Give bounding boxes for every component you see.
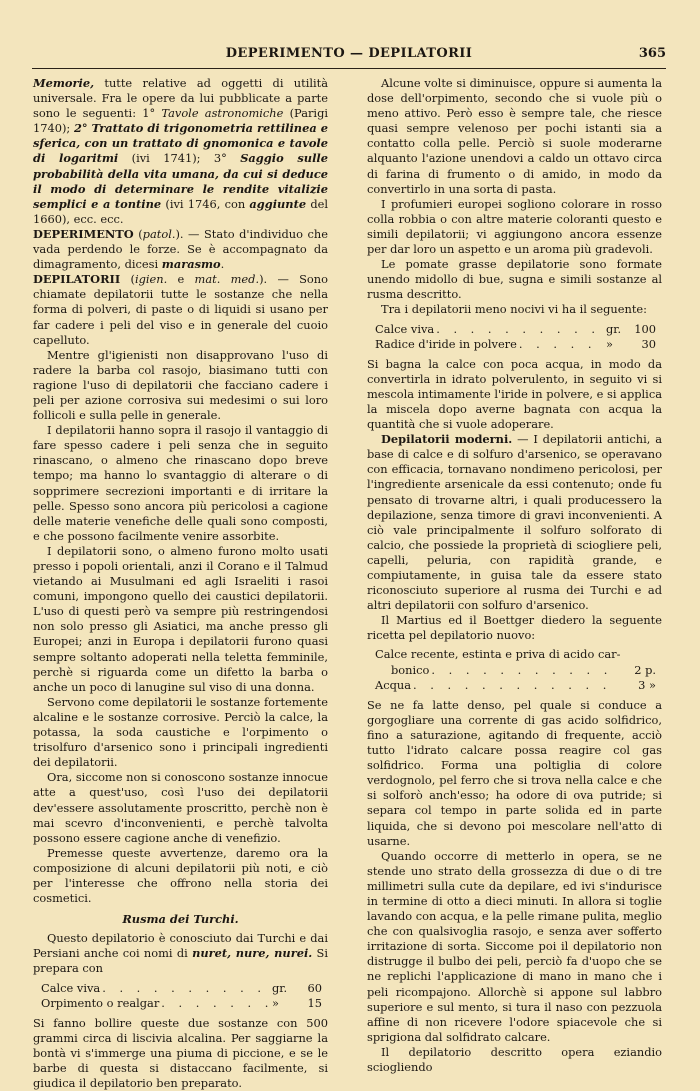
ingredient: Calce recente, estinta e priva di acido car- — [375, 647, 621, 662]
paragraph: I depilatorii hanno sopra il rasojo il vantaggio di fare spesso cadere i peli senza che in seguito rinascano, o almeno che rinascano dopo breve tempo; ma hanno lo svantaggio di alterare o di sopprimere secrezioni importanti e di irritare la pelle. Spesso sono ancora più pericolosi a cagione delle materie venefiche delle quali sono composti, e che possono facilmente venire assorbite. — [33, 423, 328, 543]
paragraph: Mentre gl'igienisti non disapprovano l'uso di radere la barba col rasojo, biasimano tutti con ragione l'uso di depilatorii che facciano cadere i peli per azione corrosiva sui medesimi o sui loro follicoli e sulla pelle in generale. — [33, 347, 328, 423]
right-column — [367, 76, 662, 1075]
recipe-rusma — [33, 981, 328, 1011]
headword: DEPILATORII — [33, 272, 121, 287]
text-run: (Parigi 1740); — [33, 106, 329, 136]
leader-dots — [100, 981, 272, 996]
paragraph: I depilatorii sono, o almeno furono molto usati presso i popoli orientali, anzi il Corano e il Talmud vietando ai Musulmani ed agli Israeliti i rasoi comuni, impongono quello dei caustici depilatorii. L'uso di questi però va sempre più restringendosi non solo presso gli Asiatici, ma anche presso gli Europei; anzi in Europa i depilatorii furono quasi sempre soltanto adoperati nella teletta femminile, perchè si riguarda come un difetto la barba o anche un poco di lanugine sul viso di una donna. — [33, 543, 328, 694]
ingredient: Radice d'iride in polvere — [375, 336, 517, 351]
text-run: (ivi 1741); 3° — [118, 151, 241, 166]
headword: Depilatorii moderni. — [381, 432, 513, 447]
paragraph — [33, 76, 328, 227]
text-run: — I depilatorii antichi, a base di calce e di solfuro d'arsenico, se operavano con efficacia, tornavano nondimeno pericolosi, per l'ingrediente arsenicale da essi contenuto; onde fu pensato di trovarne altri, i quali producessero la depilazione, senza timore di gravi inconvenienti. A ciò vale principalmente il solfuro solforato di calcio, che possiede la proprietà di sciogliere peli, capelli, peluria, con rapidità grande, e compiutamente, in guisa tale da essere stato riconosciuto superiore al rusma dei Turchi e ad altri depilatorii con solfuro d'arsenico. — [367, 432, 662, 613]
quantity: 15 — [307, 995, 322, 1010]
text-run: (ivi 1746, con — [161, 196, 250, 211]
text-run: ( — [120, 272, 135, 287]
recipe-iride — [367, 322, 662, 352]
ingredient: Calce viva — [41, 980, 101, 995]
text-run: nuret, nure, nurei. — [192, 946, 313, 961]
paragraph: Alcune volte si diminuisce, oppure si aumenta la dose dell'orpimento, secondo che si vuole più o meno attivo. Però esso è sempre tale, che riesce quasi sempre velenoso per pochi istanti sia a contatto colla pelle. Perciò si suole moderarne alquanto l'azione unendovi a caldo un ottavo circa di farina di frumento o di amido, in modo da convertirlo in una sorta di pasta. — [367, 76, 662, 196]
unit: » — [606, 336, 613, 351]
text-run: 2° Trattato di trigonometria rettilinea e sferica, con un trattato di gnomonica e tavole di logaritmi — [33, 121, 328, 166]
running-title: DEPERIMENTO — DEPILATORII — [225, 46, 473, 61]
text-run: Si prepara con — [33, 946, 328, 976]
paragraph: Quando occorre di metterlo in opera, se ne stende uno strato della grossezza di due o di tre millimetri sulla cute da depilare, ed ivi s'indurisce in termine di otto a dieci minuti. In allora si toglie lavando con acqua, e la pelle rimane pulita, meglio che con qualsivoglia rasojo, e senza aver sofferto irritazione di sorta. Siccome poi il depilatorio non distrugge il bulbo dei peli, perciò fa d'uopo che se ne replichi l'applicazione di mano in mano che i peli ricompajono. Allorchè si appone sul labbro superiore e sul mento, si tura il naso con pezzuola affine di non ricevere l'odore spiacevole che si sprigiona dal solfidrato calcare. — [367, 848, 662, 1044]
text-run: del 1660), ecc. ecc. — [33, 196, 328, 226]
recipe-row — [33, 996, 328, 1011]
quantity: 30 — [641, 336, 656, 351]
text-run: ). — Stato d'individuo che vada perdendo le forze. Se è accompagnato da dimagramento, dicesi — [33, 226, 328, 272]
paragraph — [33, 931, 328, 976]
term: Memorie, — [33, 76, 95, 90]
ingredient: Acqua — [375, 677, 412, 692]
paragraph: Si bagna la calce con poca acqua, in modo da convertirla in idrato polverulento, in seguito vi si mescola intimamente l'iride in polvere, e si applica la miscela dopo averne bagnata con acqua la quantità che si vuole adoperare. — [367, 356, 662, 432]
entry-depilatorii-moderni — [367, 432, 662, 613]
recipe-martius — [367, 647, 662, 692]
paragraph: Premesse queste avvertenze, daremo ora la composizione di alcuni depilatorii più noti, e ciò per l'interesse che offrono nella storia dei cosmetici. — [33, 845, 328, 906]
text-run: ( — [133, 226, 143, 241]
recipe-row — [367, 647, 662, 662]
paragraph: Servono come depilatorii le sostanze fortemente alcaline e le sostanze corrosive. Perciò la calce, la potassa, la soda caustiche e l'orpimento o trisolfuro d'arsenico sono i principali ingredienti dei depilatorii. — [33, 694, 328, 770]
text-run: patol. — [142, 226, 176, 241]
quantity: 100 — [634, 321, 656, 336]
paragraph: Si fanno bollire queste due sostanze con 500 grammi circa di liscivia alcalina. Per saggiarne la bontà vi s'immerge una piuma di piccione, e se le barbe di questa si distaccano facilmente, si giudica il depilatorio ben preparato. — [33, 1015, 328, 1091]
unit: gr. — [272, 980, 288, 995]
unit: gr. — [606, 321, 622, 336]
text-run: e — [167, 272, 195, 287]
text-run: igien. — [134, 272, 168, 287]
quantity: 60 — [307, 980, 322, 995]
ingredient: Calce viva — [375, 321, 435, 336]
text-run: Tavole astronomiche — [161, 106, 284, 121]
paragraph: Ora, siccome non si conoscono sostanze innocue atte a quest'uso, così l'uso dei depilatorii dev'essere assolutamente proscritto, perchè non è mai scevro d'inconvenienti, e perchè talvolta possono essere cagione anche di venefizio. — [33, 770, 328, 845]
subheading: Rusma dei Turchi. — [122, 912, 239, 927]
running-header — [32, 44, 666, 69]
leader-dots — [429, 663, 620, 678]
leader-dots — [411, 678, 620, 693]
text-run: marasmo — [161, 257, 221, 272]
text-run: aggiunte — [249, 196, 307, 211]
left-column — [33, 76, 328, 1091]
leader-dots — [434, 322, 606, 337]
recipe-row — [367, 678, 662, 693]
page-number: 365 — [638, 46, 666, 61]
paragraph: Le pomate grasse depilatorie sono formate unendo midollo di bue, sugna e simili sostanze al rusma descritto. — [367, 257, 662, 302]
paragraph: Tra i depilatorii meno nocivi vi ha il seguente: — [381, 302, 647, 317]
quantity: 3 » — [638, 677, 656, 692]
quantity: 2 p. — [634, 662, 656, 677]
text-run: Questo depilatorio è conosciuto dai Turchi e dai Persiani anche coi nomi di — [33, 931, 328, 961]
unit: » — [272, 995, 279, 1010]
recipe-row — [367, 663, 662, 678]
text-run: ). — Sono chiamate depilatorii tutte le sostanze che nella forma di polveri, di paste o di liquidi si usano per far cadere i peli del viso e in generale del cuoio capelluto. — [33, 272, 328, 347]
ingredient: Orpimento o realgar — [41, 995, 160, 1010]
paragraph: Se ne fa latte denso, pel quale si conduce a gorgogliare una corrente di gas acido solfidrico, fino a saturazione, agitando di frequente, acciò tutto l'idrato calcare possa reagire col gas solfidrico. Forma una poltiglia di colore verdognolo, pel ferro che si trova nella calce e che si solforò anch'esso; ha odore di ova putride; si separa col tempo in parte solida ed in parte liquida, che si devono poi mescolare nell'atto di usarne. — [367, 697, 662, 848]
recipe-row — [33, 981, 328, 996]
paragraph: Il depilatorio descritto opera eziandio sciogliendo — [367, 1044, 662, 1074]
paragraph: Il Martius ed il Boettger diedero la seguente ricetta pel depilatorio nuovo: — [367, 613, 662, 643]
text-run: Saggio sulle probabilità della vita umana, da cui si deduce il modo di determinare le rendite vitalizie semplici e a tontine — [33, 151, 328, 211]
text-run: . — [220, 257, 225, 272]
entry-deperimento — [33, 227, 328, 272]
ingredient: bonico — [391, 662, 430, 677]
headword: DEPERIMENTO — [33, 226, 134, 241]
leader-dots — [517, 337, 606, 352]
recipe-row — [367, 337, 662, 352]
entry-depilatorii — [33, 272, 328, 347]
text-run: mat. med. — [194, 272, 260, 287]
leader-dots — [159, 996, 272, 1011]
recipe-row — [367, 322, 662, 337]
paragraph: I profumieri europei sogliono colorare in rosso colla robbia o con altre materie coloranti questo e simili depilatorii; vi aggiungono ancora essenze per dar loro un aspetto e un aroma più gradevoli. — [367, 196, 662, 257]
text-run: tutte relative ad oggetti di utilità universale. Fra le opere da lui pubblicate a parte sono le seguenti: 1° — [33, 76, 328, 121]
